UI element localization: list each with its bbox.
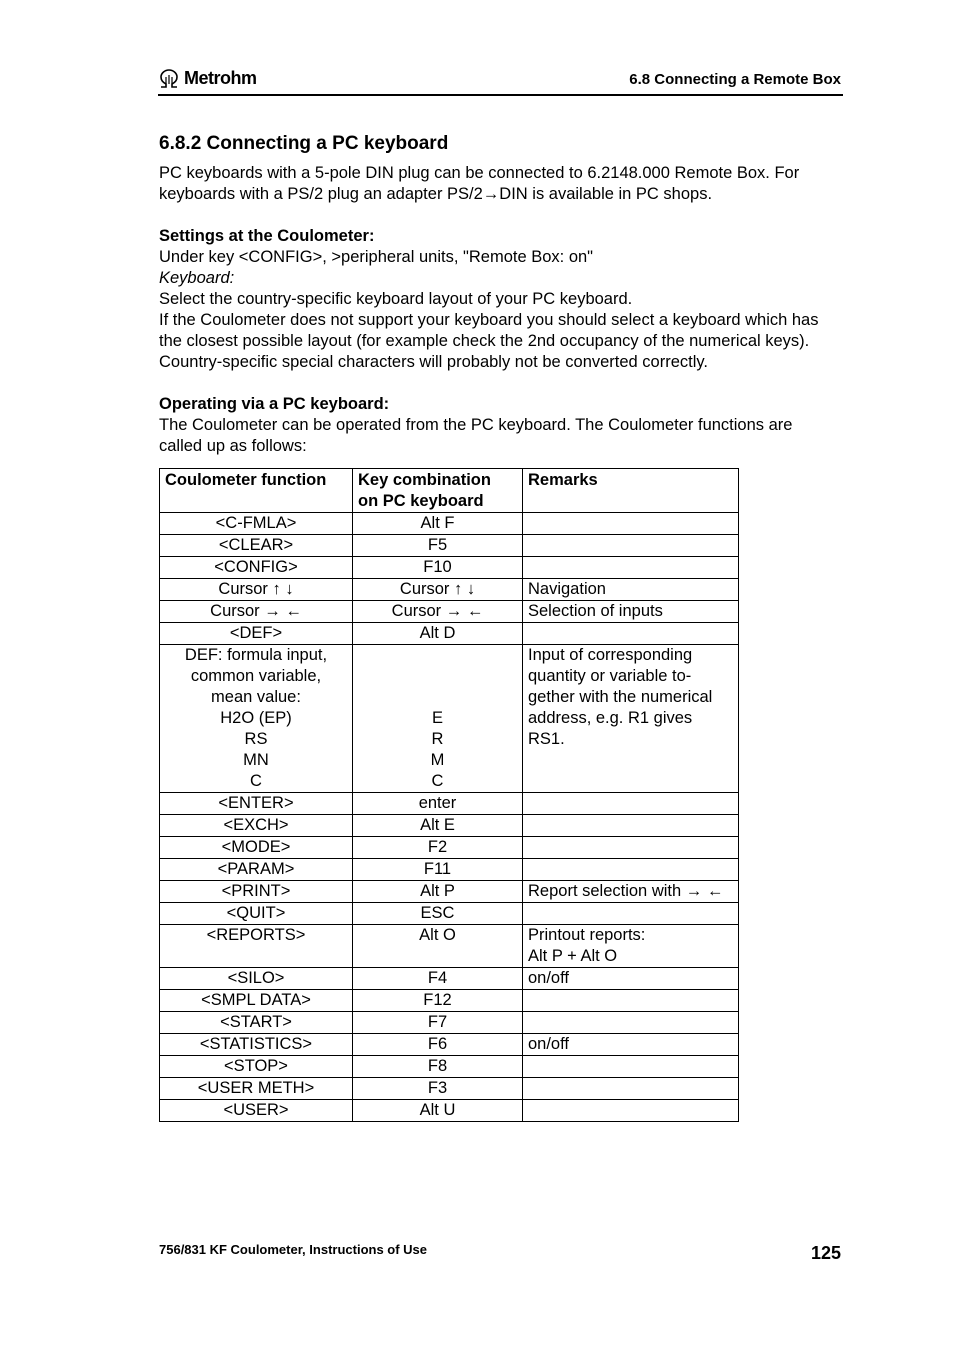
table-row [160, 815, 739, 837]
cell-key-combination: ESC [353, 903, 523, 925]
table-row [160, 623, 739, 645]
cell-key-combination: E R M C [353, 645, 523, 793]
cell-remarks [523, 859, 739, 881]
table-body [160, 513, 739, 1122]
cell-function: <ENTER> [160, 793, 353, 815]
cell-function: <STOP> [160, 1056, 353, 1078]
cell-key-combination: Alt E [353, 815, 523, 837]
cell-key-combination: enter [353, 793, 523, 815]
column-header: Remarks [523, 469, 739, 513]
cell-function: <USER METH> [160, 1078, 353, 1100]
cell-key-combination: Alt P [353, 881, 523, 903]
cell-function: <STATISTICS> [160, 1034, 353, 1056]
section-title: 6.8.2 Connecting a PC keyboard [159, 133, 449, 154]
cell-key-combination: F4 [353, 968, 523, 990]
table-row [160, 601, 739, 623]
cell-function: <CLEAR> [160, 535, 353, 557]
table-row [160, 557, 739, 579]
cell-key-combination: Alt F [353, 513, 523, 535]
table-row [160, 793, 739, 815]
cell-key-combination: F3 [353, 1078, 523, 1100]
operating-heading: Operating via a PC keyboard: [159, 395, 390, 413]
page-header [158, 66, 843, 96]
cell-function: Cursor ↑ ↓ [160, 579, 353, 601]
brand-name: Metrohm [184, 68, 257, 88]
cell-remarks [523, 1100, 739, 1122]
settings-line-fallback: If the Coulometer does not support your keyboard you should select a keyboard which has the closest possible layout (for example check the 2nd occupancy of the numerical keys). Country-specific special characters will probably not be converted correctly. [159, 311, 819, 371]
cell-function: <C-FMLA> [160, 513, 353, 535]
cell-remarks [523, 793, 739, 815]
table-row [160, 513, 739, 535]
settings-line-config: Under key <CONFIG>, >peripheral units, "Remote Box: on" [159, 248, 594, 266]
cell-key-combination: F8 [353, 1056, 523, 1078]
cell-remarks: on/off [523, 968, 739, 990]
cell-function: <START> [160, 1012, 353, 1034]
table-row [160, 1012, 739, 1034]
operating-paragraph: The Coulometer can be operated from the PC keyboard. The Coulometer functions are called up as follows: [159, 416, 793, 455]
cell-remarks: Input of corresponding quantity or variable to- gether with the numerical address, e.g. R1 gives RS1. [523, 645, 739, 793]
table-row [160, 535, 739, 557]
section-reference: 6.8 Connecting a Remote Box [629, 71, 841, 88]
cell-function: DEF: formula input, common variable, mean value: H2O (EP) RS MN C [160, 645, 353, 793]
cell-remarks: Navigation [523, 579, 739, 601]
footer-document-title: 756/831 KF Coulometer, Instructions of Use [159, 1242, 428, 1257]
cell-remarks [523, 1078, 739, 1100]
cell-key-combination: F2 [353, 837, 523, 859]
cell-remarks [523, 990, 739, 1012]
cell-key-combination: Alt O [353, 925, 523, 968]
cell-key-combination: F11 [353, 859, 523, 881]
cell-function: <PRINT> [160, 881, 353, 903]
table-row [160, 968, 739, 990]
table-row [160, 1078, 739, 1100]
cell-remarks [523, 1056, 739, 1078]
cell-function: <SILO> [160, 968, 353, 990]
cell-remarks [523, 535, 739, 557]
cell-remarks: Report selection with → ← [523, 881, 739, 903]
column-header: Coulometer function [160, 469, 353, 513]
cell-remarks [523, 837, 739, 859]
cell-function: <DEF> [160, 623, 353, 645]
table-row [160, 903, 739, 925]
table-row [160, 1056, 739, 1078]
cell-remarks [523, 623, 739, 645]
cell-function: <USER> [160, 1100, 353, 1122]
cell-remarks [523, 903, 739, 925]
cell-key-combination: Alt D [353, 623, 523, 645]
cell-remarks [523, 815, 739, 837]
table-row [160, 1034, 739, 1056]
cell-key-combination: F10 [353, 557, 523, 579]
table-row [160, 925, 739, 968]
cell-remarks [523, 1012, 739, 1034]
intro-paragraph: PC keyboards with a 5-pole DIN plug can be connected to 6.2148.000 Remote Box. For keyboards with a PS/2 plug an adapter PS/2→DIN is available in PC shops. [159, 164, 800, 203]
table-row [160, 990, 739, 1012]
cell-key-combination: F5 [353, 535, 523, 557]
cell-remarks: Selection of inputs [523, 601, 739, 623]
cell-function: <CONFIG> [160, 557, 353, 579]
table-row [160, 837, 739, 859]
cell-function: <MODE> [160, 837, 353, 859]
cell-function: <PARAM> [160, 859, 353, 881]
main-content [159, 131, 839, 1122]
table-row [160, 579, 739, 601]
cell-remarks [523, 557, 739, 579]
cell-remarks [523, 513, 739, 535]
cell-function: <QUIT> [160, 903, 353, 925]
cell-key-combination: F6 [353, 1034, 523, 1056]
table-row [160, 1100, 739, 1122]
cell-key-combination: F12 [353, 990, 523, 1012]
cell-remarks: on/off [523, 1034, 739, 1056]
cell-key-combination: Alt U [353, 1100, 523, 1122]
cell-key-combination: Cursor ↑ ↓ [353, 579, 523, 601]
table-row [160, 859, 739, 881]
table-header-row [160, 469, 739, 513]
table-row [160, 645, 739, 793]
settings-line-layout: Select the country-specific keyboard layout of your PC keyboard. [159, 290, 633, 308]
cell-function: <EXCH> [160, 815, 353, 837]
brand-logo [158, 68, 257, 89]
settings-heading: Settings at the Coulometer: [159, 227, 375, 245]
settings-keyboard-label: Keyboard: [159, 269, 235, 287]
keyboard-mapping-table [159, 468, 739, 1122]
cell-key-combination: F7 [353, 1012, 523, 1034]
cell-key-combination: Cursor → ← [353, 601, 523, 623]
column-header: Key combination on PC keyboard [353, 469, 523, 513]
table-row [160, 881, 739, 903]
page-number: 125 [810, 1243, 841, 1263]
cell-function: <REPORTS> [160, 925, 353, 968]
cell-function: <SMPL DATA> [160, 990, 353, 1012]
metrohm-omega-icon [158, 69, 180, 89]
cell-function: Cursor → ← [160, 601, 353, 623]
cell-remarks: Printout reports: Alt P + Alt O [523, 925, 739, 968]
